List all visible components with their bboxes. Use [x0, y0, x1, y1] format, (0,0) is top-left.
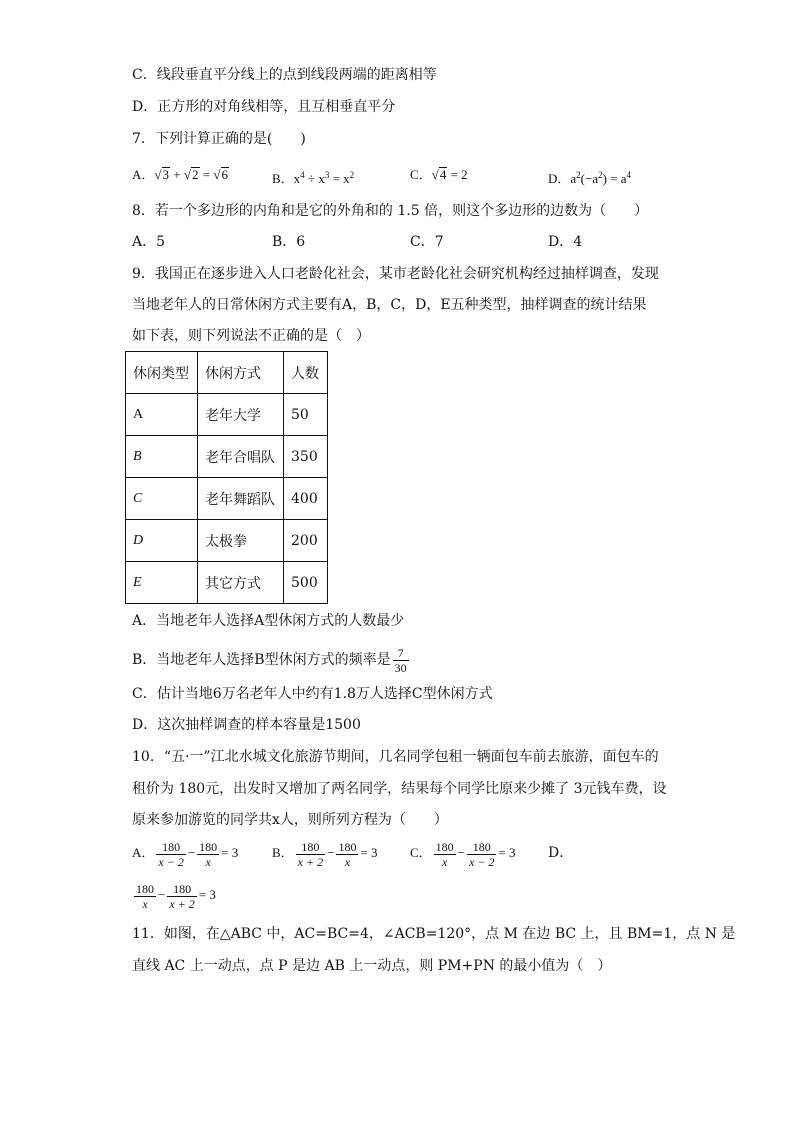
q7-option-b: B．$x^4 \div x^3 = x^2$	[272, 170, 355, 186]
table-cell-mode: 老年大学	[198, 394, 284, 436]
table-cell-count: 400	[284, 478, 328, 520]
q10-stem-line1: 10．“五·一”江北水城文化旅游节期间，几名同学包租一辆面包车前去旅游，面包车的	[132, 749, 659, 765]
q10-option-c: C． $\frac{180}{x}$ − $\frac{180}{x - 2}$ = 3	[410, 839, 516, 869]
q7-option-c: C．√4 = 2	[410, 167, 468, 182]
q8-option-a: A．5	[132, 234, 166, 250]
table-row	[126, 478, 328, 520]
fraction-seven-thirtieths: $\frac{7}{30}$	[394, 645, 407, 675]
table-cell-count: 350	[284, 436, 328, 478]
table-cell-count: 200	[284, 520, 328, 562]
q6-option-c: C．线段垂直平分线上的点到线段两端的距离相等	[132, 67, 437, 83]
table-header-row	[126, 352, 328, 394]
table-row	[126, 436, 328, 478]
table-cell-mode: 老年舞蹈队	[198, 478, 284, 520]
q8-stem: 8．若一个多边形的内角和是它的外角和的 1.5 倍，则这个多边形的边数为（ ）	[132, 203, 649, 219]
q9-stem-line2: 当地老年人的日常休闲方式主要有A，B，C，D，E五种类型，抽样调查的统计结果	[132, 297, 647, 313]
q9-option-b: B．当地老年人选择B型休闲方式的频率是 $\frac{7}{30}$	[132, 645, 407, 675]
leisure-statistics-table	[125, 351, 328, 604]
q10-option-b: B． $\frac{180}{x + 2}$ − $\frac{180}{x}$ = 3	[272, 839, 378, 869]
q11-stem-line1: 11．如图，在△ABC 中，AC=BC=4，∠ACB=120°，点 M 在边 BC 上，且 BM=1，点 N 是	[132, 926, 736, 942]
q10-stem-line3: 原来参加游览的同学共x人，则所列方程为（ ）	[132, 812, 448, 828]
q9-option-c: C．估计当地6万名老年人中约有1.8万人选择C型休闲方式	[132, 686, 493, 702]
table-row	[126, 520, 328, 562]
table-cell-mode: 其它方式	[198, 562, 284, 604]
q7-stem: 7．下列计算正确的是( )	[132, 131, 306, 147]
table-cell-type: A	[126, 394, 198, 436]
table-cell-type: B	[126, 436, 198, 478]
q8-option-c: C．7	[410, 234, 444, 250]
q6-option-d: D．正方形的对角线相等，且互相垂直平分	[132, 99, 396, 115]
table-header-cell: 休闲类型	[126, 352, 198, 394]
q7-option-d: D．$a^2(-a^2) = a^4$	[548, 170, 632, 186]
q10-option-d-label: D．	[548, 845, 574, 861]
q7-option-a: A．√3 + √2 = √6	[132, 167, 228, 182]
q10-option-a: A． $\frac{180}{x - 2}$ − $\frac{180}{x}$ = 3	[132, 839, 239, 869]
table-row	[126, 562, 328, 604]
q11-stem-line2: 直线 AC 上一动点，点 P 是边 AB 上一动点，则 PM+PN 的最小值为（ ）	[132, 958, 612, 974]
q9-option-a: A．当地老年人选择A型休闲方式的人数最少	[132, 613, 405, 629]
q10-option-d: $\frac{180}{x}$ − $\frac{180}{x + 2}$ = 3	[136, 881, 216, 911]
q8-option-b: B．6	[272, 234, 306, 250]
q10-stem-line2: 租价为 180元，出发时又增加了两名同学，结果每个同学比原来少摊了 3元钱车费，设	[132, 781, 667, 797]
q9-option-d: D．这次抽样调查的样本容量是1500	[132, 717, 361, 733]
table-cell-count: 500	[284, 562, 328, 604]
table-header-cell: 人数	[284, 352, 328, 394]
q9-stem-line1: 9．我国正在逐步进入人口老龄化社会，某市老龄化社会研究机构经过抽样调查，发现	[132, 266, 659, 282]
table-cell-type: E	[126, 562, 198, 604]
q8-option-d: D．4	[548, 234, 583, 250]
table-cell-mode: 老年合唱队	[198, 436, 284, 478]
table-cell-count: 50	[284, 394, 328, 436]
table-cell-mode: 太极拳	[198, 520, 284, 562]
table-cell-type: C	[126, 478, 198, 520]
table-row	[126, 394, 328, 436]
table-cell-type: D	[126, 520, 198, 562]
table-header-cell: 休闲方式	[198, 352, 284, 394]
q9-stem-line3: 如下表，则下列说法不正确的是（ ）	[132, 328, 370, 344]
